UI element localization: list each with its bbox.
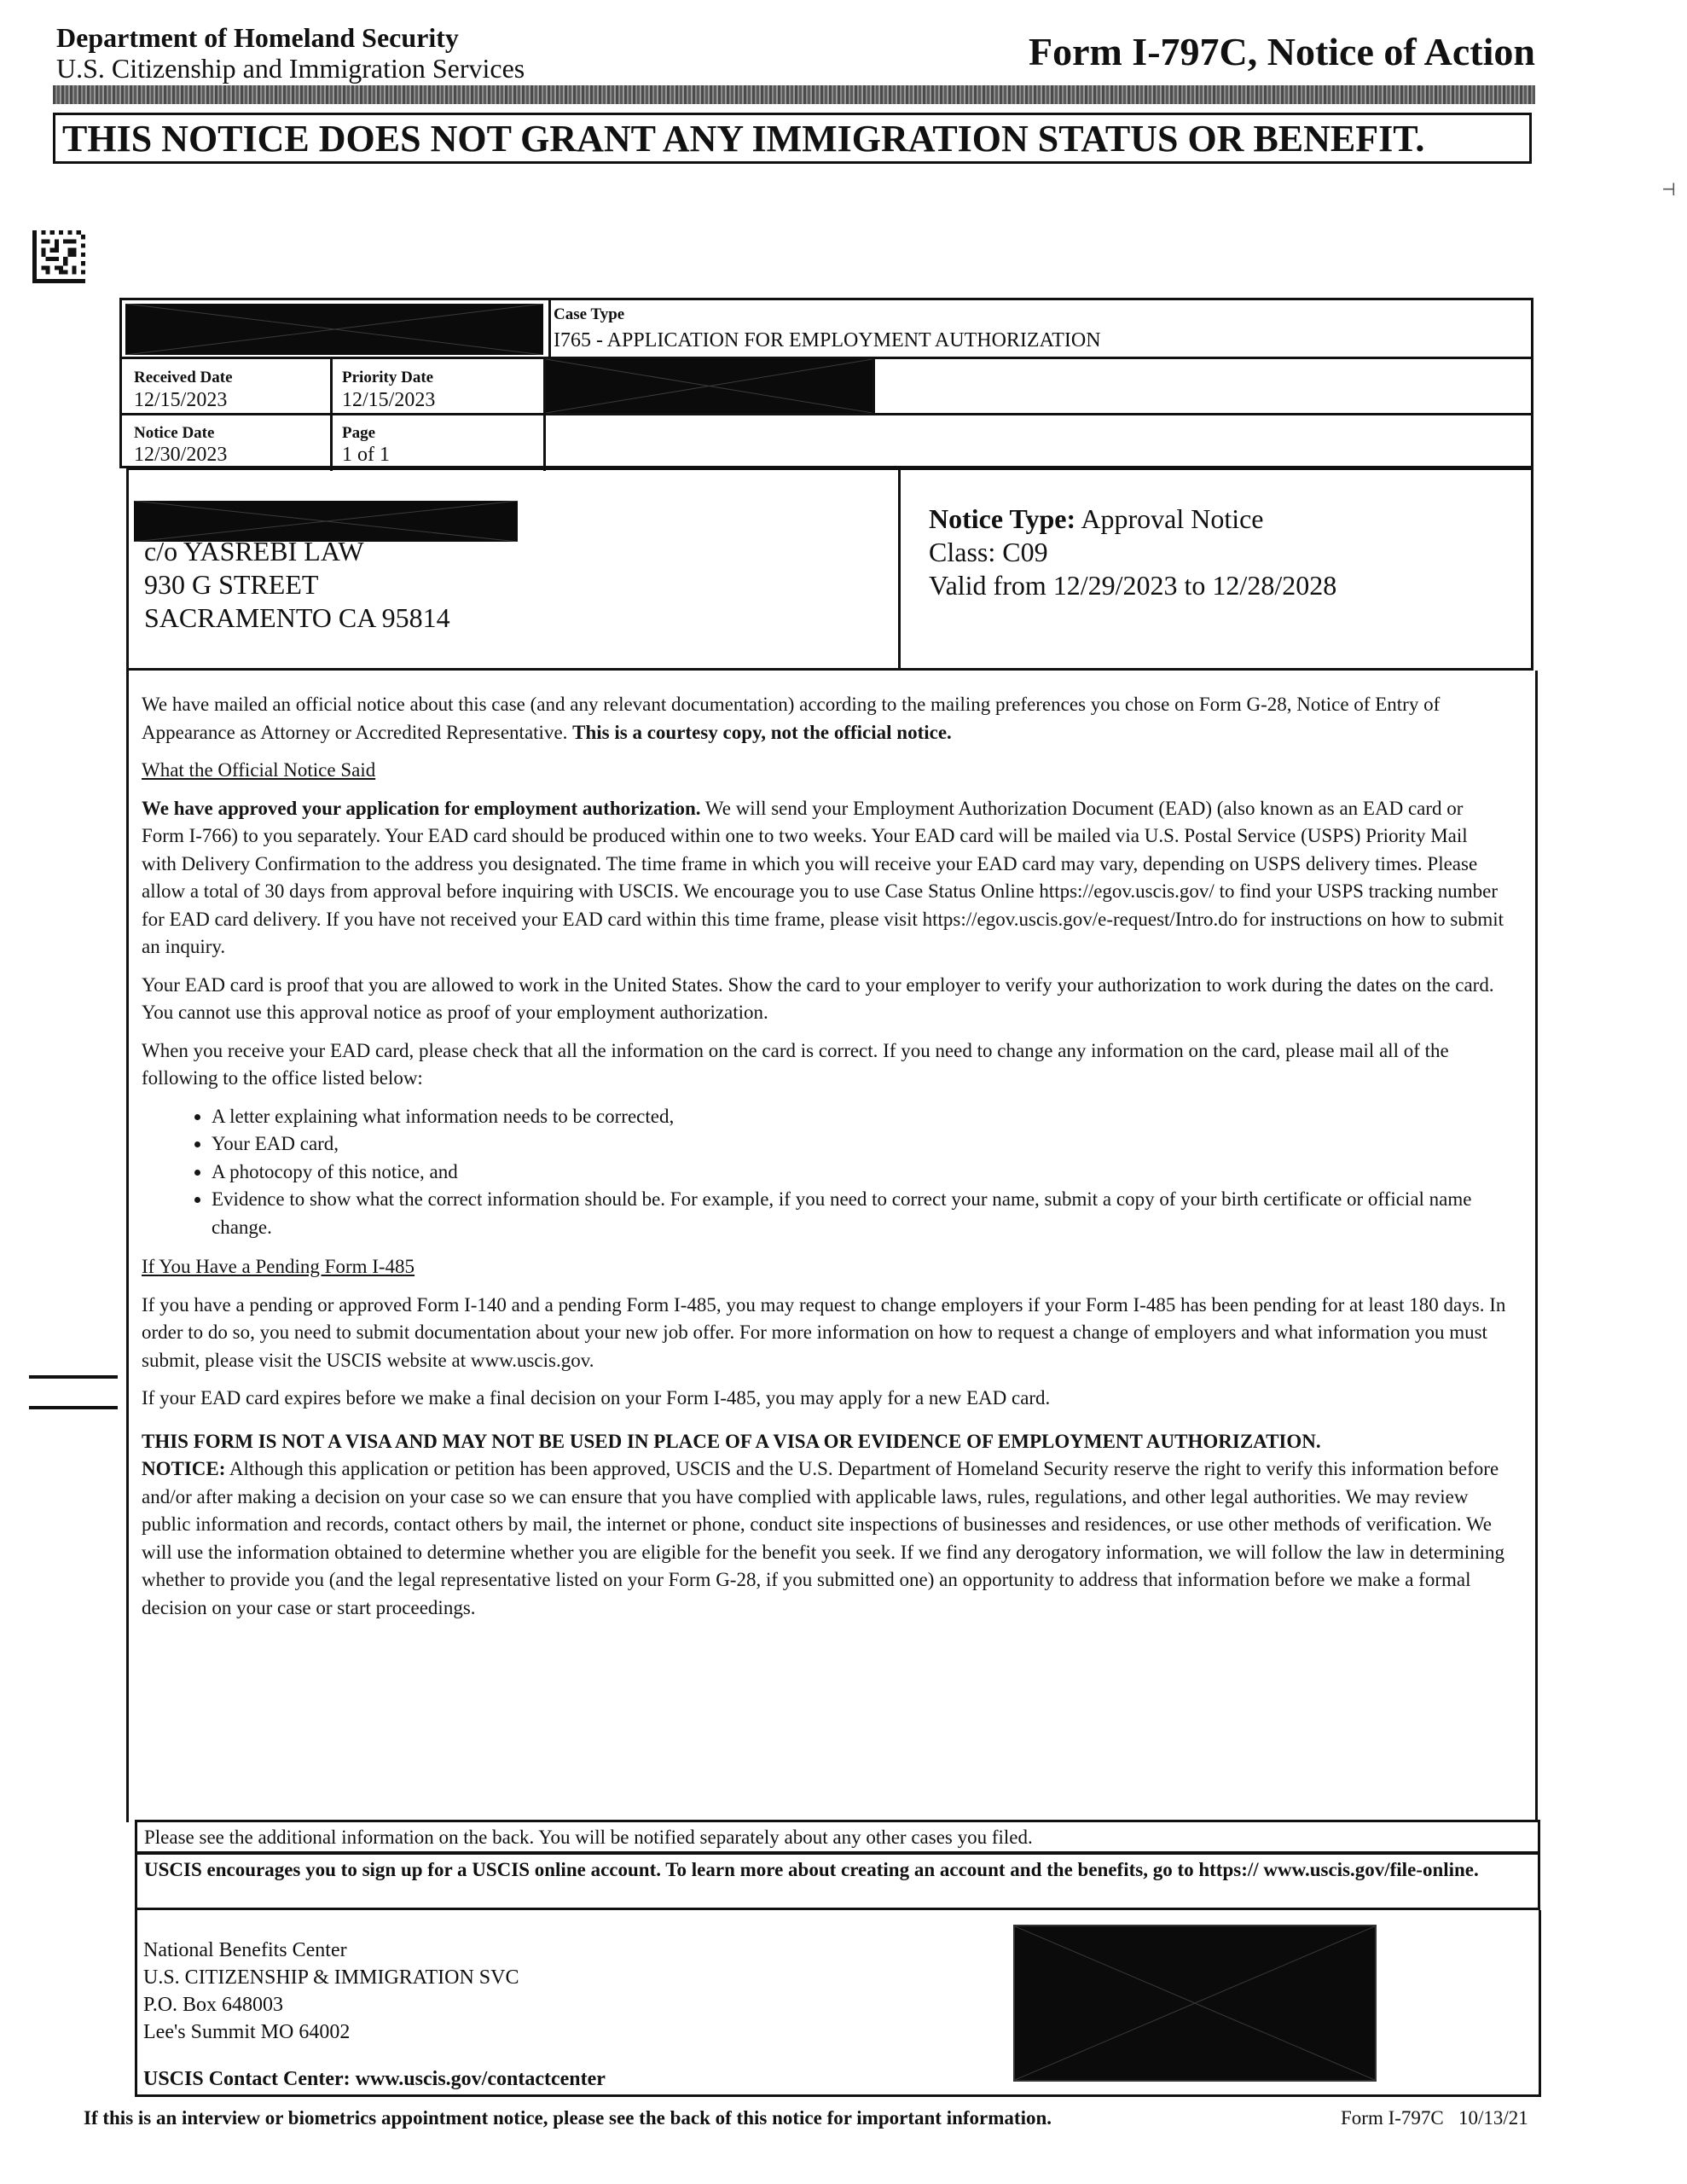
notice-type-block [929, 502, 1336, 602]
paragraph-pending-i485: If you have a pending or approved Form I-140 and a pending Form I-485, you may request to change employers if your Form I-485 has been pending for at least 180 days. In order to do so, you need to submit documentation about your new job offer. For more information on how to request a change of employers and what information you must submit, please visit the USCIS website at www.uscis.gov. [142, 1293, 1506, 1371]
contact-center: USCIS Contact Center: www.uscis.gov/contactcenter [143, 2068, 606, 2090]
notice-type-label: Notice Type: [929, 503, 1076, 534]
list-item: • Your EAD card, [212, 1130, 1506, 1159]
online-account-text: USCIS encourages you to sign up for a USCIS online account. To learn more about creating an account and the benefits, go to https:// www.uscis.gov/file-online. [144, 1859, 1479, 1880]
priority-date: 12/15/2023 [342, 389, 436, 411]
heading-official-notice: What the Official Notice Said [142, 759, 376, 781]
address-notice-box [126, 468, 1533, 671]
received-date: 12/15/2023 [134, 389, 228, 411]
list-item: • A letter explaining what information needs to be corrected, [212, 1103, 1506, 1131]
notice-body [142, 691, 1506, 1632]
barcode-icon [32, 230, 85, 283]
online-account-box [135, 1852, 1540, 1910]
correction-list [142, 1103, 1506, 1242]
status-banner: THIS NOTICE DOES NOT GRANT ANY IMMIGRATION STATUS OR BENEFIT. [53, 113, 1532, 164]
form-title: Form I-797C, Notice of Action [1028, 30, 1535, 73]
case-type-label: Case Type [554, 305, 625, 323]
header-bar [53, 85, 1535, 104]
list-item: • A photocopy of this notice, and [212, 1159, 1506, 1187]
paragraph-approval: We have approved your application for employment authorization. We will send your Employment Authorization Document (EAD) (also known as an EAD card or Form I-766) to you separately. Your EAD card should be produced within one to two weeks. Your EAD card will be mailed via U.S. Postal Service (USPS) Priority Mail with Delivery Confirmation to the address you designated. The time frame in which you will receive your EAD card may vary, depending on USPS delivery times. Please allow a total of 30 days from approval before inquiring with USCIS. We encourage you to use Case Status Online https://egov.uscis.gov/ to find your USPS tracking number for EAD card delivery. If you have not received your EAD card within this time frame, please visit https://egov.uscis.gov/e-request/Intro.do for instructions on how to submit an inquiry. [142, 797, 1504, 957]
page-value: 1 of 1 [342, 444, 390, 466]
body-frame-right [1535, 671, 1538, 1822]
office-box-right [1539, 1910, 1541, 2096]
case-info-box [119, 298, 1533, 468]
office-line-3: P.O. Box 648003 [143, 1994, 284, 2016]
notice-date-label: Notice Date [134, 424, 215, 442]
class-line: Class: C09 [929, 537, 1048, 567]
redacted-field [546, 359, 872, 413]
office-address [143, 1937, 519, 2046]
redacted-barcode [1013, 1925, 1377, 2082]
bottom-note: If this is an interview or biometrics appointment notice, please see the back of this notice for important information. [84, 2107, 1052, 2129]
received-date-label: Received Date [134, 369, 233, 386]
address-line-2: 930 G STREET [144, 569, 319, 600]
margin-mark [29, 1406, 118, 1409]
additional-info-box [135, 1820, 1540, 1854]
case-type-value: I765 - APPLICATION FOR EMPLOYMENT AUTHORIZATION [554, 329, 1101, 351]
redacted-receipt-number [125, 304, 543, 355]
paragraph-notice: NOTICE: Although this application or petition has been approved, USCIS and the U.S. Department of Homeland Security reserve the right to verify this information before and/or after making a decision on your case so we can ensure that you have complied with applicable laws, rules, regulations, and other legal authorities. We may review public information and records, contact others by mail, the internet or phone, conduct site inspections of businesses and residences, or use other methods of verification. We will use the information obtained to determine whether you are eligible for the benefit you seek. If we find any derogatory information, we will follow the law in determining whether to provide you (and the legal representative listed on your Form G-28, if you submitted one) an opportunity to address that information before we make a formal decision on your case or start proceedings. [142, 1458, 1505, 1618]
paragraph-ead-proof: Your EAD card is proof that you are allowed to work in the United States. Show the card to your employer to verify your authorization to work during the dates on the card. You cannot use this approval notice as proof of your employment authorization. [142, 973, 1494, 1023]
agency-name: Department of Homeland Security [56, 22, 459, 53]
notice-type-value: Approval Notice [1081, 503, 1264, 534]
notice-date: 12/30/2023 [134, 444, 228, 466]
paragraph-ead-expires: If your EAD card expires before we make a final decision on your Form I-485, you may apply for a new EAD card. [142, 1387, 1051, 1409]
office-line-1: National Benefits Center [143, 1939, 347, 1961]
address-line-1: c/o YASREBI LAW [144, 536, 364, 566]
additional-info-text: Please see the additional information on the back. You will be notified separately about any other cases you filed. [144, 1827, 1033, 1848]
edge-mark: ⊣ [1661, 181, 1677, 200]
valid-dates: Valid from 12/29/2023 to 12/28/2028 [929, 570, 1337, 601]
not-a-visa-statement: THIS FORM IS NOT A VISA AND MAY NOT BE USED IN PLACE OF A VISA OR EVIDENCE OF EMPLOYMENT AUTHORIZATION. [142, 1430, 1321, 1452]
list-item: • Evidence to show what the correct information should be. For example, if you need to correct your name, submit a copy of your birth certificate or official name change. [212, 1186, 1506, 1241]
paragraph-intro: We have mailed an official notice about this case (and any relevant documentation) according to the mailing preferences you chose on Form G-28, Notice of Entry of Appearance as Attorney or Accredited Representative. This is a courtesy copy, not the official notice. [142, 694, 1441, 743]
heading-pending-i485: If You Have a Pending Form I-485 [142, 1256, 415, 1277]
agency-subname: U.S. Citizenship and Immigration Services [56, 53, 525, 84]
office-line-2: U.S. CITIZENSHIP & IMMIGRATION SVC [143, 1966, 519, 1989]
office-line-4: Lee's Summit MO 64002 [143, 2021, 351, 2043]
body-frame [126, 671, 129, 1822]
paragraph-check-card: When you receive your EAD card, please check that all the information on the card is correct. If you need to change any information on the card, please mail all of the following to the office listed below: [142, 1039, 1449, 1089]
address-line-3: SACRAMENTO CA 95814 [144, 602, 450, 633]
page-label: Page [342, 424, 376, 442]
office-box-left [135, 1910, 137, 2096]
form-number: Form I-797C 10/13/21 [1341, 2107, 1528, 2129]
priority-date-label: Priority Date [342, 369, 434, 386]
margin-mark [29, 1375, 118, 1379]
recipient-address [144, 535, 450, 635]
office-box-bottom [135, 2094, 1541, 2097]
